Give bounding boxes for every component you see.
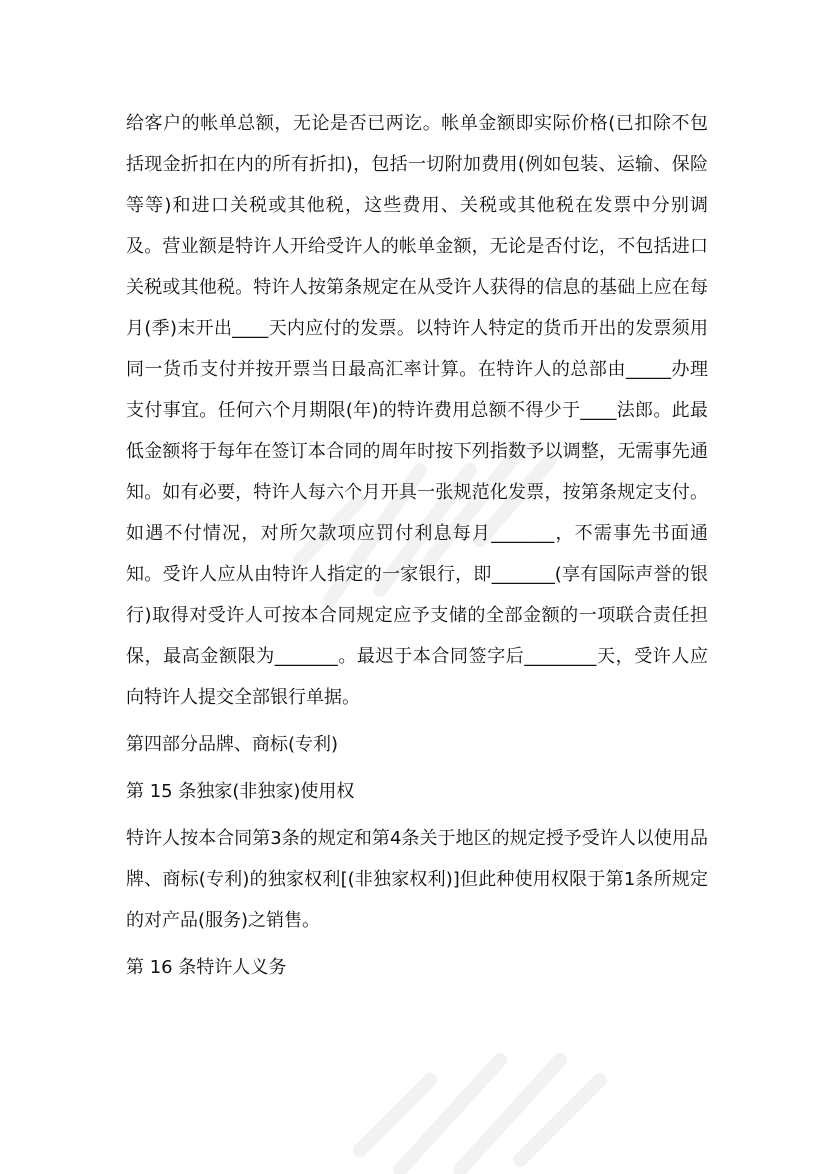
article-heading-15: 第 15 条独家(非独家)使用权 — [126, 781, 355, 802]
document-body — [126, 103, 708, 988]
paragraph-fee-and-invoice: 给客户的帐单总额，无论是否已两讫。帐单金额即实际价格(已扣除不包括现金折扣在内的所有折扣)，包括一切附加费用(例如包装、运输、保险等等)和进口关税或其他税，这些费用、关税或其他税在发票中分别调及。营业额是特许人开给受许人的帐单金额，无论是否付讫，不包括进口关税或其他税。特许人按第条规定在从受许人获得的信息的基础上应在每月(季)末开出____天内应付的发票。以特许人特定的货币开出的发票须用同一货币支付并按开票当日最高汇率计算。在特许人的总部由_____办理支付事宜。任何六个月期限(年)的特许费用总额不得少于____法郎。此最低金额将于每年在签订本合同的周年时按下列指数予以调整，无需事先通知。如有必要，特许人每六个月开具一张规范化发票，按第条规定支付。如遇不付情况，对所欠款项应罚付利息每月_______，不需事先书面通知。受许人应从由特许人指定的一家银行，即_______(享有国际声誉的银行)取得对受许人可按本合同规定应予支储的全部金额的一项联合责任担保，最高金额限为_______。最迟于本合同签字后________天，受许人应向特许人提交全部银行单据。 — [126, 113, 708, 708]
paragraph-article-15: 特许人按本合同第3条的规定和第4条关于地区的规定授予受许人以使用品牌、商标(专利)的独家权利[(非独家权利)]但此种使用权限于第1条所规定的对产品(服务)之销售。 — [126, 828, 708, 931]
section-heading-part-four: 第四部分品牌、商标(专利) — [126, 734, 339, 755]
article-heading-16: 第 16 条特许人义务 — [126, 957, 287, 978]
